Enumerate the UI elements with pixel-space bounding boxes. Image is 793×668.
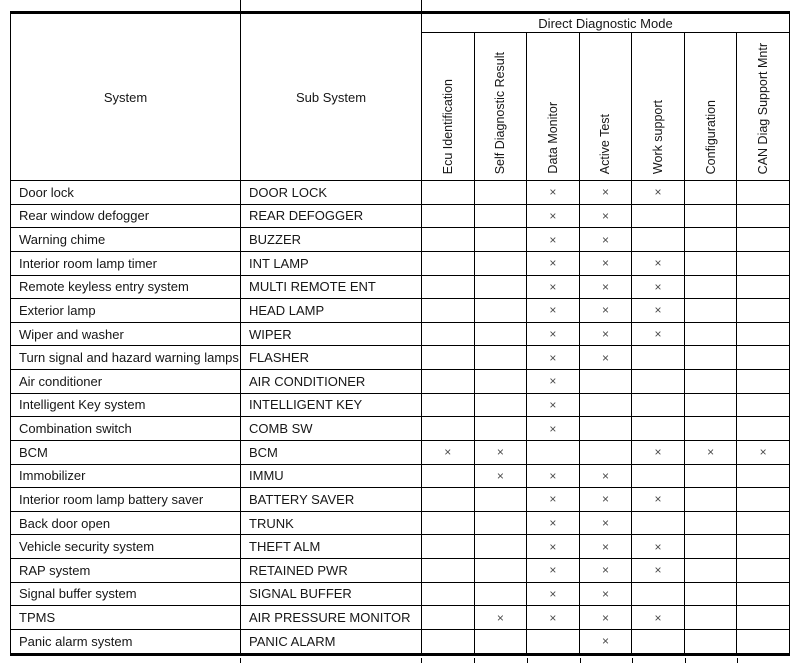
scan-line-stub bbox=[580, 658, 581, 663]
mode-empty-cell bbox=[474, 251, 527, 275]
mode-empty-cell bbox=[737, 511, 790, 535]
mode-empty-cell bbox=[474, 181, 527, 205]
mode-column-label: Active Test bbox=[598, 113, 613, 174]
mode-supported-mark: × bbox=[579, 535, 632, 559]
system-cell: Wiper and washer bbox=[11, 322, 241, 346]
mode-empty-cell bbox=[579, 370, 632, 394]
mode-empty-cell bbox=[737, 181, 790, 205]
table-row bbox=[11, 488, 790, 512]
mode-supported-mark: × bbox=[684, 440, 737, 464]
mode-empty-cell bbox=[684, 629, 737, 654]
mode-empty-cell bbox=[684, 511, 737, 535]
mode-column-label: Data Monitor bbox=[545, 102, 560, 174]
mode-empty-cell bbox=[474, 299, 527, 323]
table-row bbox=[11, 370, 790, 394]
system-cell: Rear window defogger bbox=[11, 204, 241, 228]
mode-empty-cell bbox=[527, 629, 580, 654]
mode-empty-cell bbox=[684, 464, 737, 488]
mode-supported-mark: × bbox=[632, 440, 685, 464]
mode-empty-cell bbox=[422, 417, 475, 441]
table-row bbox=[11, 322, 790, 346]
sub-system-cell: COMB SW bbox=[241, 417, 422, 441]
mode-supported-mark: × bbox=[527, 370, 580, 394]
mode-empty-cell bbox=[474, 275, 527, 299]
mode-empty-cell bbox=[737, 299, 790, 323]
sub-system-cell: SIGNAL BUFFER bbox=[241, 582, 422, 606]
system-cell: TPMS bbox=[11, 606, 241, 630]
scan-line-stub bbox=[240, 658, 241, 663]
sub-system-cell: INTELLIGENT KEY bbox=[241, 393, 422, 417]
mode-supported-mark: × bbox=[527, 393, 580, 417]
mode-supported-mark: × bbox=[579, 251, 632, 275]
mode-supported-mark: × bbox=[579, 299, 632, 323]
table-row bbox=[11, 181, 790, 205]
scan-line-stub bbox=[685, 658, 686, 663]
mode-supported-mark: × bbox=[527, 559, 580, 583]
mode-supported-mark: × bbox=[527, 181, 580, 205]
table-row bbox=[11, 440, 790, 464]
table-body bbox=[11, 181, 790, 655]
table-row bbox=[11, 417, 790, 441]
mode-empty-cell bbox=[684, 417, 737, 441]
scan-line-stub bbox=[240, 0, 241, 11]
scan-line-stub bbox=[527, 658, 528, 663]
table-row bbox=[11, 559, 790, 583]
mode-empty-cell bbox=[684, 488, 737, 512]
mode-empty-cell bbox=[632, 417, 685, 441]
mode-empty-cell bbox=[474, 393, 527, 417]
mode-empty-cell bbox=[737, 582, 790, 606]
scan-line-stub bbox=[421, 0, 422, 11]
mode-empty-cell bbox=[422, 535, 475, 559]
sub-system-column-header: Sub System bbox=[241, 13, 422, 181]
mode-supported-mark: × bbox=[527, 251, 580, 275]
mode-empty-cell bbox=[474, 488, 527, 512]
mode-empty-cell bbox=[474, 346, 527, 370]
mode-supported-mark: × bbox=[579, 629, 632, 654]
mode-supported-mark: × bbox=[527, 275, 580, 299]
mode-empty-cell bbox=[422, 606, 475, 630]
system-cell: Panic alarm system bbox=[11, 629, 241, 654]
table-row bbox=[11, 535, 790, 559]
mode-column-label: Self Diagnostic Result bbox=[493, 51, 508, 174]
mode-supported-mark: × bbox=[579, 606, 632, 630]
table-row bbox=[11, 464, 790, 488]
mode-supported-mark: × bbox=[737, 440, 790, 464]
table-row bbox=[11, 299, 790, 323]
sub-system-cell: PANIC ALARM bbox=[241, 629, 422, 654]
mode-empty-cell bbox=[737, 346, 790, 370]
system-cell: Warning chime bbox=[11, 228, 241, 252]
mode-empty-cell bbox=[632, 204, 685, 228]
mode-supported-mark: × bbox=[579, 464, 632, 488]
mode-empty-cell bbox=[684, 606, 737, 630]
mode-supported-mark: × bbox=[527, 204, 580, 228]
mode-supported-mark: × bbox=[527, 346, 580, 370]
mode-supported-mark: × bbox=[579, 204, 632, 228]
mode-supported-mark: × bbox=[632, 275, 685, 299]
mode-supported-mark: × bbox=[579, 322, 632, 346]
mode-supported-mark: × bbox=[579, 488, 632, 512]
mode-empty-cell bbox=[684, 275, 737, 299]
mode-empty-cell bbox=[684, 393, 737, 417]
direct-diagnostic-mode-header: Direct Diagnostic Mode bbox=[422, 13, 790, 33]
mode-supported-mark: × bbox=[527, 228, 580, 252]
sub-system-cell: WIPER bbox=[241, 322, 422, 346]
mode-empty-cell bbox=[422, 393, 475, 417]
mode-empty-cell bbox=[632, 629, 685, 654]
mode-supported-mark: × bbox=[527, 417, 580, 441]
system-cell: Immobilizer bbox=[11, 464, 241, 488]
table-row bbox=[11, 582, 790, 606]
sub-system-cell: AIR PRESSURE MONITOR bbox=[241, 606, 422, 630]
system-cell: Turn signal and hazard warning lamps bbox=[11, 346, 241, 370]
scan-line-stub bbox=[474, 658, 475, 663]
system-cell: Back door open bbox=[11, 511, 241, 535]
sub-system-cell: HEAD LAMP bbox=[241, 299, 422, 323]
sub-system-cell: FLASHER bbox=[241, 346, 422, 370]
mode-supported-mark: × bbox=[579, 181, 632, 205]
mode-supported-mark: × bbox=[527, 322, 580, 346]
mode-empty-cell bbox=[684, 535, 737, 559]
sub-system-cell: THEFT ALM bbox=[241, 535, 422, 559]
mode-empty-cell bbox=[422, 464, 475, 488]
mode-supported-mark: × bbox=[632, 559, 685, 583]
table-row bbox=[11, 251, 790, 275]
mode-supported-mark: × bbox=[527, 488, 580, 512]
mode-supported-mark: × bbox=[474, 440, 527, 464]
mode-supported-mark: × bbox=[579, 511, 632, 535]
mode-column-header-self-diagnostic-result bbox=[474, 33, 527, 181]
mode-empty-cell bbox=[474, 204, 527, 228]
mode-empty-cell bbox=[422, 204, 475, 228]
mode-column-label: Ecu Identification bbox=[440, 78, 455, 174]
mode-empty-cell bbox=[737, 417, 790, 441]
mode-column-header-can-diag-support-mntr bbox=[737, 33, 790, 181]
mode-empty-cell bbox=[474, 582, 527, 606]
mode-empty-cell bbox=[684, 204, 737, 228]
system-cell: Air conditioner bbox=[11, 370, 241, 394]
mode-supported-mark: × bbox=[632, 488, 685, 512]
mode-supported-mark: × bbox=[579, 559, 632, 583]
mode-empty-cell bbox=[632, 393, 685, 417]
mode-empty-cell bbox=[684, 228, 737, 252]
mode-empty-cell bbox=[737, 370, 790, 394]
mode-empty-cell bbox=[684, 582, 737, 606]
mode-empty-cell bbox=[737, 488, 790, 512]
sub-system-cell: BUZZER bbox=[241, 228, 422, 252]
mode-column-header-active-test bbox=[579, 33, 632, 181]
sub-system-cell: DOOR LOCK bbox=[241, 181, 422, 205]
mode-empty-cell bbox=[579, 440, 632, 464]
mode-empty-cell bbox=[684, 322, 737, 346]
system-cell: Interior room lamp timer bbox=[11, 251, 241, 275]
system-cell: Interior room lamp battery saver bbox=[11, 488, 241, 512]
mode-column-label: Configuration bbox=[703, 99, 718, 174]
mode-empty-cell bbox=[684, 559, 737, 583]
mode-empty-cell bbox=[737, 251, 790, 275]
mode-empty-cell bbox=[422, 275, 475, 299]
diagnostic-mode-table bbox=[10, 11, 790, 656]
table-row bbox=[11, 511, 790, 535]
sub-system-cell: REAR DEFOGGER bbox=[241, 204, 422, 228]
mode-empty-cell bbox=[474, 228, 527, 252]
mode-empty-cell bbox=[737, 204, 790, 228]
sub-system-cell: RETAINED PWR bbox=[241, 559, 422, 583]
system-column-header: System bbox=[11, 13, 241, 181]
table-row bbox=[11, 629, 790, 654]
sub-system-cell: AIR CONDITIONER bbox=[241, 370, 422, 394]
mode-empty-cell bbox=[737, 606, 790, 630]
mode-empty-cell bbox=[632, 370, 685, 394]
mode-supported-mark: × bbox=[527, 464, 580, 488]
sub-system-cell: IMMU bbox=[241, 464, 422, 488]
mode-supported-mark: × bbox=[527, 299, 580, 323]
mode-empty-cell bbox=[737, 559, 790, 583]
system-cell: BCM bbox=[11, 440, 241, 464]
mode-empty-cell bbox=[422, 346, 475, 370]
sub-system-cell: BATTERY SAVER bbox=[241, 488, 422, 512]
mode-supported-mark: × bbox=[632, 299, 685, 323]
mode-empty-cell bbox=[422, 488, 475, 512]
mode-supported-mark: × bbox=[474, 464, 527, 488]
table-row bbox=[11, 204, 790, 228]
mode-empty-cell bbox=[684, 346, 737, 370]
mode-supported-mark: × bbox=[579, 582, 632, 606]
mode-empty-cell bbox=[422, 582, 475, 606]
mode-empty-cell bbox=[632, 464, 685, 488]
sub-system-cell: TRUNK bbox=[241, 511, 422, 535]
mode-supported-mark: × bbox=[527, 582, 580, 606]
mode-supported-mark: × bbox=[632, 181, 685, 205]
mode-empty-cell bbox=[474, 417, 527, 441]
mode-supported-mark: × bbox=[632, 322, 685, 346]
mode-empty-cell bbox=[684, 299, 737, 323]
mode-empty-cell bbox=[632, 582, 685, 606]
mode-empty-cell bbox=[737, 275, 790, 299]
mode-empty-cell bbox=[474, 511, 527, 535]
mode-empty-cell bbox=[737, 393, 790, 417]
table-row bbox=[11, 275, 790, 299]
mode-empty-cell bbox=[474, 535, 527, 559]
mode-supported-mark: × bbox=[632, 251, 685, 275]
scan-line-stub bbox=[421, 658, 422, 663]
table-row bbox=[11, 346, 790, 370]
mode-empty-cell bbox=[632, 228, 685, 252]
mode-empty-cell bbox=[422, 511, 475, 535]
mode-empty-cell bbox=[422, 559, 475, 583]
system-cell: Exterior lamp bbox=[11, 299, 241, 323]
mode-empty-cell bbox=[422, 370, 475, 394]
mode-column-header-data-monitor bbox=[527, 33, 580, 181]
mode-supported-mark: × bbox=[422, 440, 475, 464]
mode-empty-cell bbox=[737, 228, 790, 252]
scan-line-stub bbox=[737, 658, 738, 663]
mode-empty-cell bbox=[632, 346, 685, 370]
mode-empty-cell bbox=[474, 629, 527, 654]
mode-empty-cell bbox=[474, 322, 527, 346]
mode-empty-cell bbox=[737, 629, 790, 654]
mode-empty-cell bbox=[474, 559, 527, 583]
mode-supported-mark: × bbox=[579, 228, 632, 252]
system-cell: Vehicle security system bbox=[11, 535, 241, 559]
mode-supported-mark: × bbox=[527, 606, 580, 630]
mode-supported-mark: × bbox=[632, 606, 685, 630]
scan-line-stub bbox=[632, 658, 633, 663]
system-cell: Remote keyless entry system bbox=[11, 275, 241, 299]
mode-supported-mark: × bbox=[579, 275, 632, 299]
mode-empty-cell bbox=[422, 181, 475, 205]
system-cell: Signal buffer system bbox=[11, 582, 241, 606]
mode-empty-cell bbox=[474, 370, 527, 394]
table-header bbox=[11, 13, 790, 181]
mode-supported-mark: × bbox=[632, 535, 685, 559]
sub-system-cell: BCM bbox=[241, 440, 422, 464]
mode-empty-cell bbox=[422, 629, 475, 654]
mode-empty-cell bbox=[737, 322, 790, 346]
system-cell: Door lock bbox=[11, 181, 241, 205]
system-cell: RAP system bbox=[11, 559, 241, 583]
mode-supported-mark: × bbox=[474, 606, 527, 630]
mode-empty-cell bbox=[422, 228, 475, 252]
system-cell: Combination switch bbox=[11, 417, 241, 441]
system-cell: Intelligent Key system bbox=[11, 393, 241, 417]
mode-empty-cell bbox=[527, 440, 580, 464]
mode-empty-cell bbox=[684, 251, 737, 275]
mode-column-header-ecu-identification bbox=[422, 33, 475, 181]
sub-system-cell: MULTI REMOTE ENT bbox=[241, 275, 422, 299]
mode-empty-cell bbox=[422, 251, 475, 275]
mode-empty-cell bbox=[579, 417, 632, 441]
mode-empty-cell bbox=[737, 535, 790, 559]
mode-empty-cell bbox=[737, 464, 790, 488]
mode-empty-cell bbox=[684, 181, 737, 205]
mode-empty-cell bbox=[422, 322, 475, 346]
table-row bbox=[11, 393, 790, 417]
mode-column-header-work-support bbox=[632, 33, 685, 181]
mode-supported-mark: × bbox=[527, 535, 580, 559]
mode-column-label: Work support bbox=[651, 99, 666, 174]
mode-supported-mark: × bbox=[527, 511, 580, 535]
mode-supported-mark: × bbox=[579, 346, 632, 370]
mode-empty-cell bbox=[579, 393, 632, 417]
sub-system-cell: INT LAMP bbox=[241, 251, 422, 275]
mode-empty-cell bbox=[684, 370, 737, 394]
mode-column-header-configuration bbox=[684, 33, 737, 181]
table-row bbox=[11, 228, 790, 252]
mode-empty-cell bbox=[422, 299, 475, 323]
mode-empty-cell bbox=[632, 511, 685, 535]
mode-column-label: CAN Diag Support Mntr bbox=[756, 42, 771, 174]
table-row bbox=[11, 606, 790, 630]
